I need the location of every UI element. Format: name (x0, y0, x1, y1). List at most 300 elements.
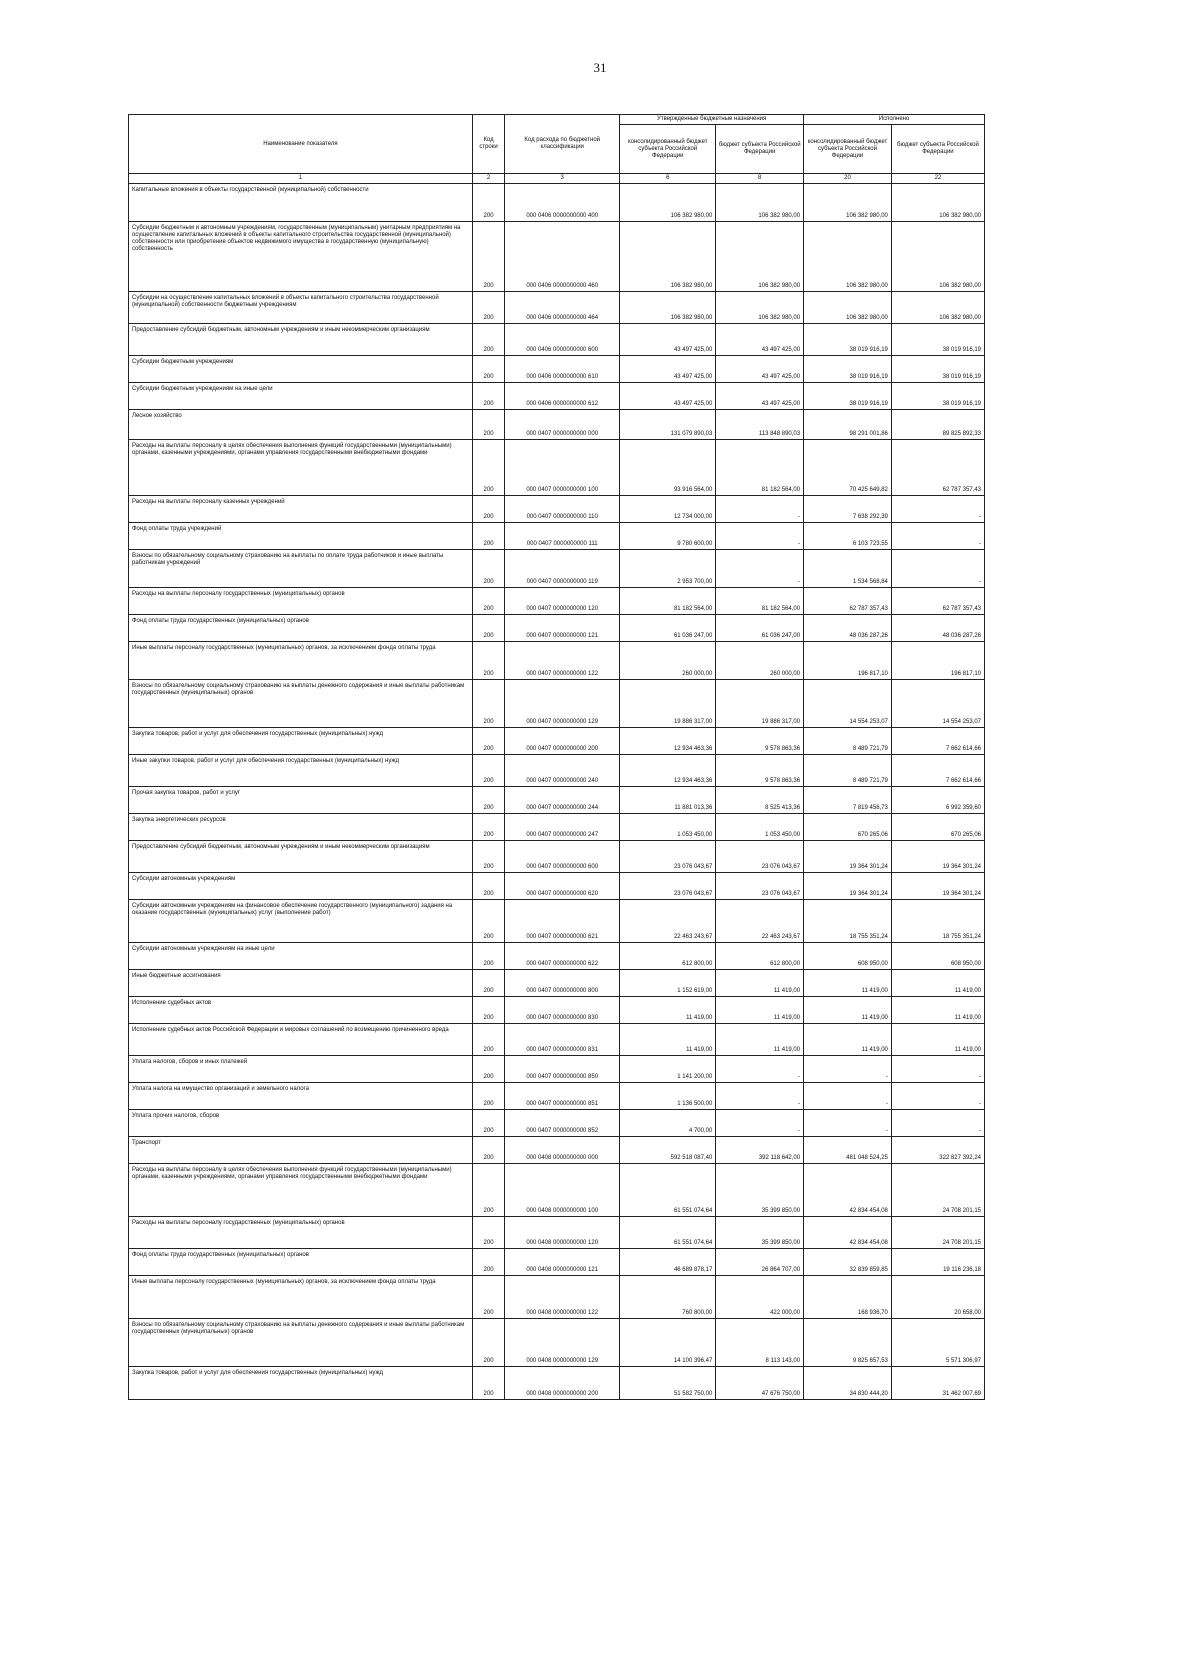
row-kbk: 000 0407 0000000000 240 (505, 755, 620, 787)
value-subject-executed: 106 382 980,00 (891, 222, 984, 292)
row-name: Закупка товаров, работ и услуг для обеспечения государственных (муниципальных) нужд (129, 728, 473, 755)
value-consolidated-approved: 612 800,00 (620, 943, 716, 970)
row-kbk: 000 0408 0000000000 200 (505, 1367, 620, 1400)
value-consolidated-approved: 19 886 317,00 (620, 680, 716, 728)
value-subject-executed: 20 658,00 (891, 1276, 984, 1319)
table-row (129, 1024, 985, 1056)
row-name: Взносы по обязательному социальному страхованию на выплаты денежного содержания и иные выплаты работникам государственных (муниципальных) органов (129, 680, 473, 728)
value-consolidated-executed: 42 834 454,08 (804, 1217, 892, 1249)
column-number: 1 (129, 174, 473, 184)
table-row (129, 383, 985, 410)
row-kbk: 000 0407 0000000000 121 (505, 615, 620, 642)
value-subject-approved: 26 864 707,00 (716, 1249, 804, 1276)
value-consolidated-approved: 23 076 043,67 (620, 873, 716, 900)
row-kbk: 000 0407 0000000000 247 (505, 814, 620, 841)
row-kbk: 000 0407 0000000000 831 (505, 1024, 620, 1056)
row-kbk: 000 0407 0000000000 621 (505, 900, 620, 943)
value-consolidated-approved: 592 518 087,40 (620, 1137, 716, 1164)
row-kbk: 000 0406 0000000000 610 (505, 356, 620, 383)
value-consolidated-approved: 11 419,00 (620, 997, 716, 1024)
row-kbk: 000 0407 0000000000 111 (505, 523, 620, 550)
header-group-approved: Утвержденные бюджетные назначения (620, 115, 804, 125)
value-subject-executed: 24 708 201,15 (891, 1164, 984, 1217)
table-row (129, 440, 985, 496)
value-consolidated-executed: 11 419,00 (804, 970, 892, 997)
value-subject-approved: - (716, 496, 804, 523)
table-row (129, 814, 985, 841)
header-consolidated-approved: консолидированный бюджет субъекта Российской Федерации (620, 125, 716, 174)
value-subject-executed: 5 571 306,97 (891, 1319, 984, 1367)
table-row (129, 1164, 985, 1217)
value-subject-executed: - (891, 496, 984, 523)
row-kbk: 000 0406 0000000000 600 (505, 324, 620, 356)
value-subject-executed: 106 382 980,00 (891, 184, 984, 222)
row-kbk: 000 0407 0000000000 622 (505, 943, 620, 970)
value-subject-approved: 9 578 863,36 (716, 728, 804, 755)
budget-execution-table (128, 114, 985, 1400)
row-code: 200 (472, 970, 504, 997)
column-number: 6 (620, 174, 716, 184)
row-code: 200 (472, 324, 504, 356)
value-subject-approved: - (716, 1083, 804, 1110)
value-subject-approved: 35 399 850,00 (716, 1164, 804, 1217)
value-consolidated-executed: 9 825 657,53 (804, 1319, 892, 1367)
value-subject-approved: 422 000,00 (716, 1276, 804, 1319)
value-consolidated-approved: 43 497 425,00 (620, 383, 716, 410)
table-row (129, 970, 985, 997)
row-code: 200 (472, 1083, 504, 1110)
row-name: Лесное хозяйство (129, 410, 473, 440)
value-subject-approved: - (716, 1056, 804, 1083)
row-code: 200 (472, 1110, 504, 1137)
table-row (129, 1319, 985, 1367)
value-consolidated-executed: 196 817,10 (804, 642, 892, 680)
row-kbk: 000 0407 0000000000 200 (505, 728, 620, 755)
value-consolidated-approved: 22 463 243,67 (620, 900, 716, 943)
value-consolidated-approved: 131 079 890,03 (620, 410, 716, 440)
header-consolidated-executed: консолидированный бюджет субъекта Российской Федерации (804, 125, 892, 174)
value-consolidated-executed: 14 554 253,07 (804, 680, 892, 728)
value-consolidated-approved: 2 953 700,00 (620, 550, 716, 588)
row-name: Транспорт (129, 1137, 473, 1164)
value-consolidated-executed: 8 489 721,79 (804, 755, 892, 787)
value-subject-approved: 23 076 043,67 (716, 841, 804, 873)
row-code: 200 (472, 997, 504, 1024)
value-subject-executed: 670 265,06 (891, 814, 984, 841)
row-kbk: 000 0407 0000000000 620 (505, 873, 620, 900)
row-name: Иные выплаты персоналу государственных (муниципальных) органов, за исключением фонда оплаты труда (129, 1276, 473, 1319)
row-name: Предоставление субсидий бюджетным, автономным учреждениям и иным некоммерческим организациям (129, 324, 473, 356)
row-code: 200 (472, 523, 504, 550)
row-code: 200 (472, 943, 504, 970)
value-consolidated-approved: 106 382 980,00 (620, 292, 716, 324)
row-name: Субсидии автономным учреждениям на иные цели (129, 943, 473, 970)
value-subject-executed: 196 817,10 (891, 642, 984, 680)
table-row (129, 943, 985, 970)
row-name: Субсидии бюджетным учреждениям (129, 356, 473, 383)
value-consolidated-approved: 106 382 980,00 (620, 222, 716, 292)
value-consolidated-executed: 38 019 916,19 (804, 356, 892, 383)
value-subject-approved: 43 497 425,00 (716, 356, 804, 383)
value-consolidated-executed: 11 419,00 (804, 997, 892, 1024)
value-subject-executed: 19 364 301,24 (891, 841, 984, 873)
row-kbk: 000 0406 0000000000 464 (505, 292, 620, 324)
row-kbk: 000 0407 0000000000 244 (505, 787, 620, 814)
value-subject-approved: 106 382 980,00 (716, 292, 804, 324)
row-name: Капитальные вложения в объекты государственной (муниципальной) собственности (129, 184, 473, 222)
row-code: 200 (472, 1217, 504, 1249)
row-code: 200 (472, 292, 504, 324)
value-consolidated-executed: 62 787 357,43 (804, 588, 892, 615)
row-code: 200 (472, 383, 504, 410)
value-subject-executed: 608 950,00 (891, 943, 984, 970)
row-kbk: 000 0406 0000000000 612 (505, 383, 620, 410)
row-kbk: 000 0407 0000000000 830 (505, 997, 620, 1024)
value-subject-executed: 6 992 359,60 (891, 787, 984, 814)
row-kbk: 000 0407 0000000000 850 (505, 1056, 620, 1083)
value-consolidated-executed: 11 419,00 (804, 1024, 892, 1056)
value-subject-executed: 62 787 357,43 (891, 440, 984, 496)
value-consolidated-executed: 48 036 287,26 (804, 615, 892, 642)
value-subject-executed: 62 787 357,43 (891, 588, 984, 615)
value-subject-executed: 11 419,00 (891, 970, 984, 997)
value-consolidated-executed: 481 048 524,25 (804, 1137, 892, 1164)
value-consolidated-executed: - (804, 1056, 892, 1083)
row-name: Фонд оплаты труда государственных (муниципальных) органов (129, 1249, 473, 1276)
row-kbk: 000 0407 0000000000 800 (505, 970, 620, 997)
value-subject-approved: 61 036 247,00 (716, 615, 804, 642)
row-kbk: 000 0407 0000000000 122 (505, 642, 620, 680)
row-code: 200 (472, 1249, 504, 1276)
value-consolidated-executed: 98 291 001,86 (804, 410, 892, 440)
row-code: 200 (472, 1137, 504, 1164)
value-subject-executed: 19 116 236,18 (891, 1249, 984, 1276)
row-name: Расходы на выплаты персоналу в целях обеспечения выполнения функций государственными (муниципальными) органами, казенными учреждениями, органами управления государственными внебюджетными фондами (129, 440, 473, 496)
row-code: 200 (472, 1367, 504, 1400)
row-code: 200 (472, 588, 504, 615)
value-consolidated-executed: - (804, 1110, 892, 1137)
value-consolidated-executed: 19 364 301,24 (804, 841, 892, 873)
value-consolidated-executed: 106 382 980,00 (804, 292, 892, 324)
row-name: Иные закупки товаров, работ и услуг для обеспечения государственных (муниципальных) нужд (129, 755, 473, 787)
row-kbk: 000 0408 0000000000 120 (505, 1217, 620, 1249)
table-row (129, 410, 985, 440)
row-code: 200 (472, 728, 504, 755)
row-code: 200 (472, 410, 504, 440)
row-name: Расходы на выплаты персоналу государственных (муниципальных) органов (129, 588, 473, 615)
value-subject-approved: - (716, 550, 804, 588)
value-consolidated-approved: 93 916 564,00 (620, 440, 716, 496)
value-subject-approved: 81 182 564,00 (716, 440, 804, 496)
value-consolidated-approved: 61 036 247,00 (620, 615, 716, 642)
row-name: Фонд оплаты труда государственных (муниципальных) органов (129, 615, 473, 642)
value-consolidated-approved: 51 582 750,00 (620, 1367, 716, 1400)
value-subject-approved: 47 676 750,00 (716, 1367, 804, 1400)
table-row (129, 615, 985, 642)
value-consolidated-approved: 12 934 463,36 (620, 755, 716, 787)
value-subject-approved: - (716, 1110, 804, 1137)
value-consolidated-executed: 38 019 916,19 (804, 324, 892, 356)
table-row (129, 642, 985, 680)
row-name: Субсидии бюджетным учреждениям на иные цели (129, 383, 473, 410)
value-subject-approved: 113 848 890,03 (716, 410, 804, 440)
table-row (129, 356, 985, 383)
table-row (129, 1249, 985, 1276)
value-consolidated-executed: 106 382 980,00 (804, 184, 892, 222)
row-code: 200 (472, 440, 504, 496)
row-name: Исполнение судебных актов Российской Федерации и мировых соглашений по возмещению причиненного вреда (129, 1024, 473, 1056)
value-subject-executed: - (891, 550, 984, 588)
value-subject-executed: 106 382 980,00 (891, 292, 984, 324)
value-consolidated-approved: 11 419,00 (620, 1024, 716, 1056)
value-consolidated-approved: 81 182 564,00 (620, 588, 716, 615)
value-subject-approved: 81 182 564,00 (716, 588, 804, 615)
row-kbk: 000 0408 0000000000 100 (505, 1164, 620, 1217)
value-consolidated-executed: - (804, 1083, 892, 1110)
table-row (129, 1137, 985, 1164)
table-row (129, 292, 985, 324)
value-subject-approved: 19 886 317,00 (716, 680, 804, 728)
value-consolidated-approved: 9 780 600,00 (620, 523, 716, 550)
value-subject-executed: 7 662 614,66 (891, 728, 984, 755)
row-code: 200 (472, 642, 504, 680)
value-consolidated-approved: 11 881 013,36 (620, 787, 716, 814)
row-code: 200 (472, 841, 504, 873)
value-consolidated-executed: 106 382 980,00 (804, 222, 892, 292)
value-consolidated-approved: 760 800,00 (620, 1276, 716, 1319)
value-subject-executed: 31 462 007,69 (891, 1367, 984, 1400)
value-consolidated-approved: 260 000,00 (620, 642, 716, 680)
header-subject-approved: бюджет субъекта Российской Федерации (716, 125, 804, 174)
table-row (129, 1110, 985, 1137)
header-code: Код строки (472, 115, 504, 174)
value-consolidated-executed: 32 839 859,85 (804, 1249, 892, 1276)
table-row (129, 787, 985, 814)
value-subject-approved: 1 053 450,00 (716, 814, 804, 841)
column-number: 20 (804, 174, 892, 184)
value-consolidated-approved: 1 136 500,00 (620, 1083, 716, 1110)
table-row (129, 184, 985, 222)
row-name: Прочая закупка товаров, работ и услуг (129, 787, 473, 814)
value-subject-executed: 322 827 392,24 (891, 1137, 984, 1164)
value-consolidated-executed: 1 534 568,84 (804, 550, 892, 588)
row-name: Исполнение судебных актов (129, 997, 473, 1024)
value-consolidated-approved: 106 382 980,00 (620, 184, 716, 222)
row-name: Субсидии бюджетным и автономным учреждениям, государственным (муниципальным) унитарным предприятиям на осуществление капитальных вложений в объекты капитального строительства государственной (муниципальной) собственности или приобретение объектов недвижимого имущества в государственную (муниципальную) собственность (129, 222, 473, 292)
row-code: 200 (472, 755, 504, 787)
row-name: Предоставление субсидий бюджетным, автономным учреждениям и иным некоммерческим организациям (129, 841, 473, 873)
row-code: 200 (472, 814, 504, 841)
row-name: Субсидии автономным учреждениям (129, 873, 473, 900)
row-name: Уплата прочих налогов, сборов (129, 1110, 473, 1137)
value-subject-approved: 11 419,00 (716, 970, 804, 997)
row-kbk: 000 0407 0000000000 119 (505, 550, 620, 588)
table-row (129, 1056, 985, 1083)
value-consolidated-executed: 38 019 916,19 (804, 383, 892, 410)
value-consolidated-approved: 1 152 619,00 (620, 970, 716, 997)
table-row (129, 841, 985, 873)
value-consolidated-executed: 42 834 454,08 (804, 1164, 892, 1217)
value-subject-executed: 11 419,00 (891, 1024, 984, 1056)
value-subject-executed: 24 708 201,15 (891, 1217, 984, 1249)
value-subject-approved: 260 000,00 (716, 642, 804, 680)
value-subject-approved: 11 419,00 (716, 1024, 804, 1056)
value-subject-executed: - (891, 1110, 984, 1137)
row-name: Расходы на выплаты персоналу в целях обеспечения выполнения функций государственными (муниципальными) органами, казенными учреждениями, органами управления государственными внебюджетными фондами (129, 1164, 473, 1217)
row-name: Расходы на выплаты персоналу государственных (муниципальных) органов (129, 1217, 473, 1249)
row-code: 200 (472, 873, 504, 900)
row-kbk: 000 0407 0000000000 120 (505, 588, 620, 615)
row-name: Субсидии автономным учреждениям на финансовое обеспечение государственного (муниципального) задания на оказание государственных (муниципальных) услуг (выполнение работ) (129, 900, 473, 943)
row-name: Закупка товаров, работ и услуг для обеспечения государственных (муниципальных) нужд (129, 1367, 473, 1400)
value-consolidated-approved: 1 141 200,00 (620, 1056, 716, 1083)
table-row (129, 1083, 985, 1110)
row-code: 200 (472, 1319, 504, 1367)
row-code: 200 (472, 787, 504, 814)
row-kbk: 000 0407 0000000000 110 (505, 496, 620, 523)
value-consolidated-executed: 7 819 456,73 (804, 787, 892, 814)
value-subject-approved: 11 419,00 (716, 997, 804, 1024)
column-number: 3 (505, 174, 620, 184)
row-kbk: 000 0407 0000000000 852 (505, 1110, 620, 1137)
row-code: 200 (472, 222, 504, 292)
value-subject-executed: 7 662 614,66 (891, 755, 984, 787)
row-kbk: 000 0407 0000000000 100 (505, 440, 620, 496)
table-row (129, 755, 985, 787)
table-row (129, 728, 985, 755)
value-consolidated-executed: 19 364 301,24 (804, 873, 892, 900)
value-subject-approved: 22 463 243,67 (716, 900, 804, 943)
value-subject-approved: 392 118 642,00 (716, 1137, 804, 1164)
row-code: 200 (472, 615, 504, 642)
value-consolidated-approved: 4 700,00 (620, 1110, 716, 1137)
value-subject-executed: 38 019 916,19 (891, 383, 984, 410)
value-consolidated-executed: 608 950,00 (804, 943, 892, 970)
row-code: 200 (472, 356, 504, 383)
row-kbk: 000 0407 0000000000 600 (505, 841, 620, 873)
table-row (129, 324, 985, 356)
value-consolidated-approved: 14 100 396,47 (620, 1319, 716, 1367)
header-subject-executed: бюджет субъекта Российской Федерации (891, 125, 984, 174)
value-subject-approved: 35 399 850,00 (716, 1217, 804, 1249)
header-group-executed: Исполнено (804, 115, 985, 125)
value-consolidated-executed: 168 936,70 (804, 1276, 892, 1319)
row-kbk: 000 0408 0000000000 129 (505, 1319, 620, 1367)
value-subject-approved: 8 525 413,36 (716, 787, 804, 814)
row-code: 200 (472, 496, 504, 523)
page-number: 31 (593, 60, 607, 75)
row-name: Фонд оплаты труда учреждений (129, 523, 473, 550)
value-subject-approved: 43 497 425,00 (716, 324, 804, 356)
value-subject-executed: 11 419,00 (891, 997, 984, 1024)
table-row (129, 588, 985, 615)
value-subject-executed: 14 554 253,07 (891, 680, 984, 728)
row-code: 200 (472, 900, 504, 943)
table-row (129, 1217, 985, 1249)
value-consolidated-executed: 34 830 444,20 (804, 1367, 892, 1400)
value-consolidated-approved: 23 076 043,67 (620, 841, 716, 873)
header-name: Наименование показателя (129, 115, 473, 174)
value-consolidated-approved: 12 934 463,36 (620, 728, 716, 755)
table-row (129, 873, 985, 900)
table-row (129, 1276, 985, 1319)
value-subject-executed: - (891, 1056, 984, 1083)
value-consolidated-approved: 61 551 074,64 (620, 1164, 716, 1217)
row-code: 200 (472, 1056, 504, 1083)
row-name: Взносы по обязательному социальному страхованию на выплаты денежного содержания и иные выплаты работникам государственных (муниципальных) органов (129, 1319, 473, 1367)
row-kbk: 000 0407 0000000000 851 (505, 1083, 620, 1110)
value-consolidated-approved: 1 053 450,00 (620, 814, 716, 841)
row-code: 200 (472, 550, 504, 588)
value-subject-approved: 8 113 143,00 (716, 1319, 804, 1367)
value-subject-approved: 106 382 980,00 (716, 222, 804, 292)
row-name: Взносы по обязательному социальному страхованию на выплаты по оплате труда работников и иные выплаты работникам учреждений (129, 550, 473, 588)
row-kbk: 000 0406 0000000000 460 (505, 222, 620, 292)
row-kbk: 000 0408 0000000000 121 (505, 1249, 620, 1276)
row-code: 200 (472, 680, 504, 728)
table-row (129, 222, 985, 292)
value-subject-executed: 48 036 287,26 (891, 615, 984, 642)
value-subject-executed: 18 755 351,24 (891, 900, 984, 943)
value-consolidated-approved: 61 551 074,64 (620, 1217, 716, 1249)
row-kbk: 000 0408 0000000000 122 (505, 1276, 620, 1319)
value-subject-executed: 38 019 916,19 (891, 324, 984, 356)
table-row (129, 1367, 985, 1400)
row-kbk: 000 0407 0000000000 129 (505, 680, 620, 728)
value-consolidated-approved: 12 734 000,00 (620, 496, 716, 523)
value-subject-approved: 106 382 980,00 (716, 184, 804, 222)
value-consolidated-approved: 43 497 425,00 (620, 324, 716, 356)
table-row (129, 997, 985, 1024)
value-subject-approved: 43 497 425,00 (716, 383, 804, 410)
table-row (129, 523, 985, 550)
row-kbk: 000 0406 0000000000 400 (505, 184, 620, 222)
table-row (129, 550, 985, 588)
value-consolidated-executed: 8 489 721,79 (804, 728, 892, 755)
column-number: 2 (472, 174, 504, 184)
value-consolidated-executed: 670 265,06 (804, 814, 892, 841)
table-row (129, 496, 985, 523)
column-number: 22 (891, 174, 984, 184)
row-name: Уплата налогов, сборов и иных платежей (129, 1056, 473, 1083)
row-name: Иные бюджетные ассигнования (129, 970, 473, 997)
value-consolidated-approved: 46 689 878,17 (620, 1249, 716, 1276)
row-name: Уплата налога на имущество организаций и земельного налога (129, 1083, 473, 1110)
value-consolidated-approved: 43 497 425,00 (620, 356, 716, 383)
column-number: 8 (716, 174, 804, 184)
table-row (129, 680, 985, 728)
row-name: Субсидии на осуществление капитальных вложений в объекты капитального строительства государственной (муниципальной) собственности бюджетным учреждениям (129, 292, 473, 324)
value-subject-approved: 612 800,00 (716, 943, 804, 970)
table-body (129, 184, 985, 1400)
row-name: Закупка энергетических ресурсов (129, 814, 473, 841)
value-subject-executed: 38 019 916,19 (891, 356, 984, 383)
value-subject-approved: 9 578 863,36 (716, 755, 804, 787)
value-consolidated-executed: 7 638 292,39 (804, 496, 892, 523)
value-consolidated-executed: 6 103 723,55 (804, 523, 892, 550)
value-subject-executed: - (891, 523, 984, 550)
value-subject-executed: 19 364 301,24 (891, 873, 984, 900)
value-subject-executed: 89 825 892,33 (891, 410, 984, 440)
header-kbk: Код расхода по бюджетной классификации (505, 115, 620, 174)
row-code: 200 (472, 184, 504, 222)
value-consolidated-executed: 70 425 649,82 (804, 440, 892, 496)
row-name: Расходы на выплаты персоналу казенных учреждений (129, 496, 473, 523)
value-consolidated-executed: 18 755 351,24 (804, 900, 892, 943)
row-code: 200 (472, 1276, 504, 1319)
value-subject-approved: 23 076 043,67 (716, 873, 804, 900)
row-code: 200 (472, 1024, 504, 1056)
